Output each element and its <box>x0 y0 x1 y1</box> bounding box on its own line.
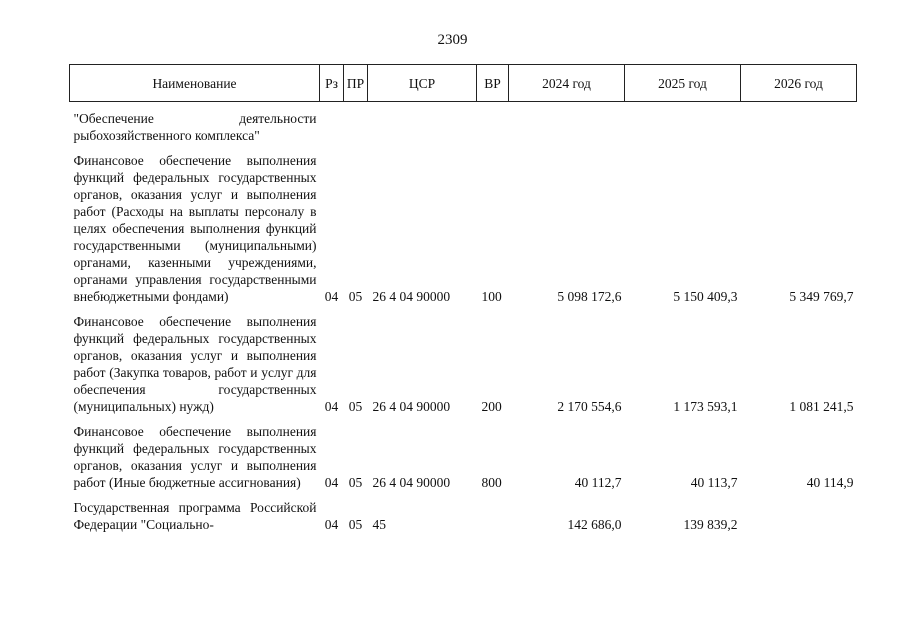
page-number: 2309 <box>437 32 468 48</box>
col-header-csr: ЦСР <box>368 65 477 102</box>
row-csr: 45 <box>372 517 386 532</box>
row-2026 <box>741 499 857 533</box>
table-row <box>70 110 857 144</box>
row-vr: 800 <box>481 475 502 490</box>
table-row <box>70 499 857 533</box>
col-header-rz: Рз <box>320 65 344 102</box>
row-csr: 26 4 04 90000 <box>372 399 451 414</box>
col-header-name: Наименование <box>70 65 320 102</box>
row-2024: 40 112,7 <box>574 475 622 490</box>
table-row <box>70 313 857 415</box>
row-spacer <box>70 144 857 152</box>
col-header-2024: 2024 год <box>509 65 625 102</box>
row-csr: 26 4 04 90000 <box>372 289 451 304</box>
row-pr: 05 <box>348 475 363 490</box>
row-2024: 142 686,0 <box>567 517 622 532</box>
col-header-vr: ВР <box>477 65 509 102</box>
budget-table <box>69 64 857 533</box>
row-2026: 1 081 241,5 <box>789 399 854 414</box>
row-spacer <box>70 491 857 499</box>
col-header-2025: 2025 год <box>625 65 741 102</box>
row-csr <box>368 110 477 144</box>
row-vr <box>477 499 509 533</box>
col-header-2026: 2026 год <box>741 65 857 102</box>
table-body <box>70 102 857 534</box>
row-2026 <box>741 110 857 144</box>
table-row <box>70 423 857 491</box>
row-vr: 200 <box>481 399 502 414</box>
row-name: Финансовое обеспечение выполнения функций федеральных государственных органов, оказания услуг и выполнения работ (Закупка товаров, работ и услуг для обеспечения государственных (муниципальных) нужд) <box>73 314 317 414</box>
row-rz: 04 <box>324 475 339 490</box>
row-2026: 40 114,9 <box>806 475 854 490</box>
row-2024: 5 098 172,6 <box>557 289 622 304</box>
row-2024 <box>509 110 625 144</box>
row-2024: 2 170 554,6 <box>557 399 622 414</box>
row-name: Государственная программа Российской Федерации "Социально- <box>73 500 317 532</box>
row-name: Финансовое обеспечение выполнения функций федеральных государственных органов, оказания услуг и выполнения работ (Иные бюджетные ассигнования) <box>73 424 317 490</box>
row-2025: 139 839,2 <box>683 517 738 532</box>
row-2026: 5 349 769,7 <box>789 289 854 304</box>
row-name: Финансовое обеспечение выполнения функций федеральных государственных органов, оказания услуг и выполнения работ (Расходы на выплаты персоналу в целях обеспечения выполнения функций государственными (муниципальными) органами, казенными учреждениями, органами управления государственными внебюджетными фондами) <box>73 153 317 304</box>
row-vr: 100 <box>481 289 502 304</box>
row-pr: 05 <box>348 289 363 304</box>
row-name: "Обеспечение деятельности рыбохозяйственного комплекса" <box>73 111 317 143</box>
row-pr <box>344 110 368 144</box>
row-spacer <box>70 305 857 313</box>
row-spacer <box>70 102 857 111</box>
col-header-pr: ПР <box>344 65 368 102</box>
table-header <box>70 65 857 102</box>
row-rz <box>320 110 344 144</box>
row-2025: 40 113,7 <box>690 475 738 490</box>
row-csr: 26 4 04 90000 <box>372 475 451 490</box>
row-rz: 04 <box>324 517 339 532</box>
row-rz: 04 <box>324 289 339 304</box>
row-rz: 04 <box>324 399 339 414</box>
row-2025 <box>625 110 741 144</box>
row-spacer <box>70 415 857 423</box>
header-row <box>70 65 857 102</box>
row-2025: 5 150 409,3 <box>673 289 738 304</box>
row-vr <box>477 110 509 144</box>
row-pr: 05 <box>348 517 363 532</box>
row-2025: 1 173 593,1 <box>673 399 738 414</box>
table-row <box>70 152 857 305</box>
row-pr: 05 <box>348 399 363 414</box>
